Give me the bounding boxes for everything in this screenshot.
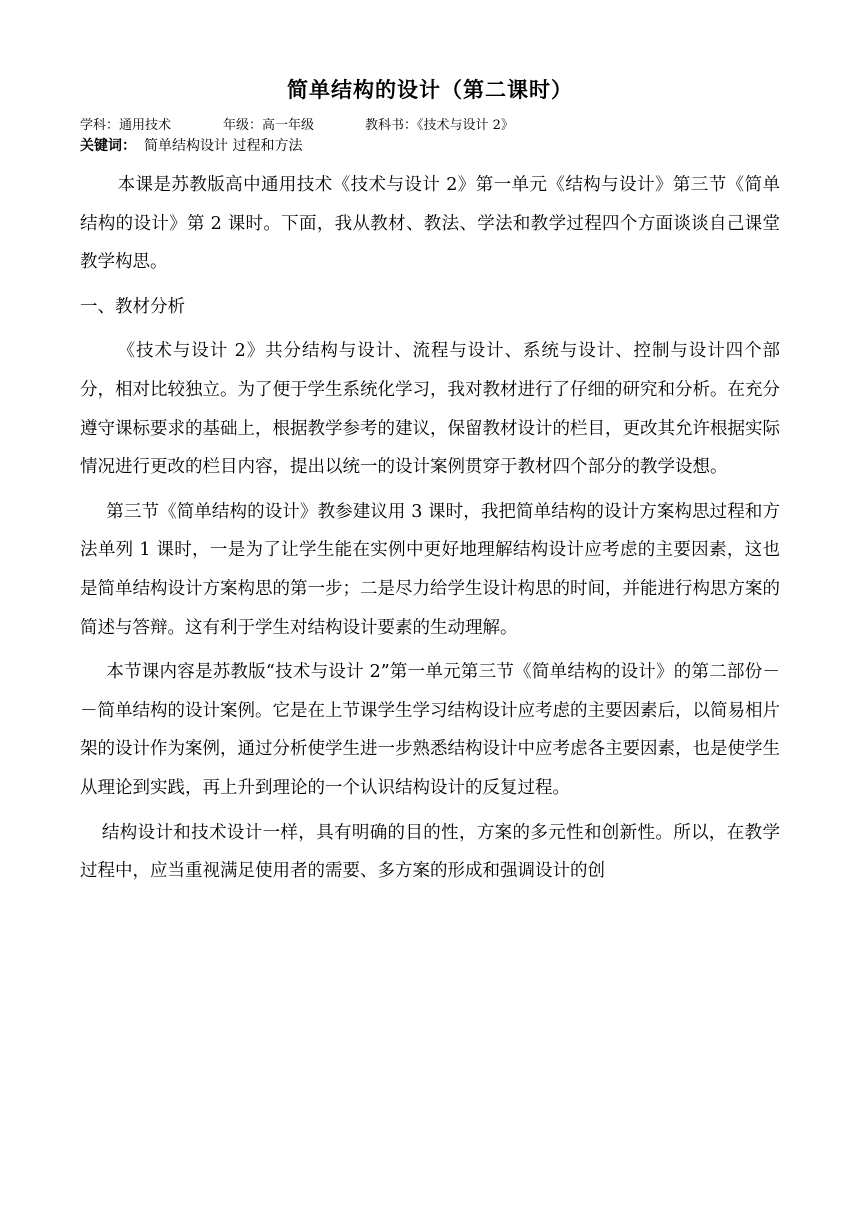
body-paragraph-textbook: 《技术与设计 2》共分结构与设计、流程与设计、系统与设计、控制与设计四个部分，相对比较独立。为了便于学生系统化学习，我对教材进行了仔细的研究和分析。在充分遵守课标要求的基础上，根据教学参考的建议，保留教材设计的栏目，更改其允许根据实际情况进行更改的栏目内容，提出以统一的设计案例贯穿于教材四个部分的教学设想。	[80, 341, 780, 478]
keywords-line	[80, 136, 780, 156]
keywords-label: 关键词：	[80, 138, 136, 154]
document-body	[80, 166, 780, 891]
keywords-value: 简单结构设计 过程和方法	[144, 138, 303, 154]
section-heading-textbook-analysis: 一、教材分析	[80, 296, 185, 317]
meta-subject: 学科：通用技术	[80, 118, 172, 133]
body-paragraph-lesson-content: 本节课内容是苏教版“技术与设计 2”第一单元第三节《简单结构的设计》的第二部份－－简单结构的设计案例。它是在上节课学生学习结构设计应考虑的主要因素后，以简易相片架的设计作为案例，通过分析使学生进一步熟悉结构设计中应考虑各主要因素，也是使学生从理论到实践，再上升到理论的一个认识结构设计的反复过程。	[80, 662, 780, 798]
meta-grade: 年级：高一年级	[223, 118, 315, 133]
body-paragraph-structure-design: 结构设计和技术设计一样，具有明确的目的性，方案的多元性和创新性。所以，在教学过程中，应当重视满足使用者的需要、多方案的形成和强调设计的创	[80, 822, 780, 882]
body-paragraph-intro: 本课是苏教版高中通用技术《技术与设计 2》第一单元《结构与设计》第三节《简单结构的设计》第 2 课时。下面，我从教材、教法、学法和教学过程四个方面谈谈自己课堂教学构思。	[80, 175, 780, 273]
meta-textbook: 教科书：《技术与设计 2》	[365, 118, 514, 133]
document-title: 简单结构的设计（第二课时）	[287, 78, 573, 102]
document-meta	[80, 116, 780, 136]
body-paragraph-section3: 第三节《简单结构的设计》教参建议用 3 课时，我把简单结构的设计方案构思过程和方法单列 1 课时，一是为了让学生能在实例中更好地理解结构设计应考虑的主要因素，这也是简单结构设计方案构思的第一步；二是尽力给学生设计构思的时间，并能进行构思方案的简述与答辩。这有利于学生对结构设计要素的生动理解。	[80, 501, 780, 638]
